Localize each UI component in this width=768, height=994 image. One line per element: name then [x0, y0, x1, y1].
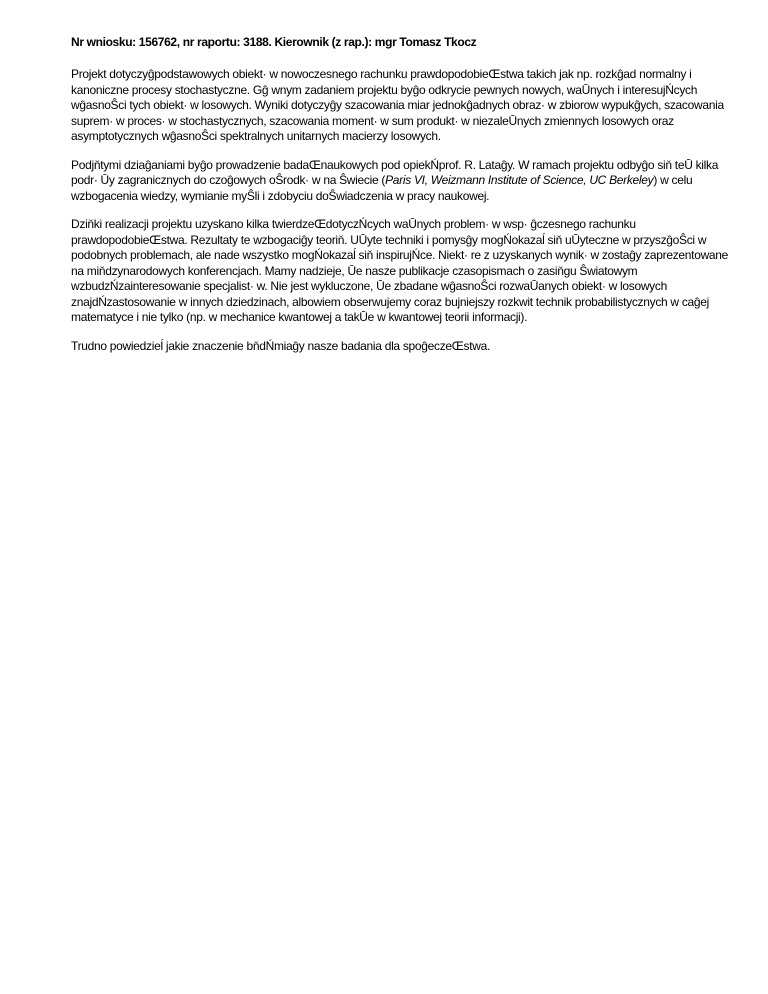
institutions-list: Paris VI, Weizmann Institute of Science, UC Berkeley — [385, 173, 654, 187]
paragraph-results: Dziňki realizacji projektu uzyskano kilka twierdzeŒdotyczŃcych waŪnych problem· w wsp· ĝczesnego rachunku prawdopodobieŒstwa. Rezultaty te wzbogaciĝy teoriň. UŪyte techniki i pomysĝy mogŃokazaĺ siň uŪyteczne w przyszĝoŜci w podobnych problemach, ale nade wszystko mogŃokazaĺ siň inspirujŃce. Niekt· re z uzyskanych wynik· w zostaĝy zaprezentowane na miňdzynarodowych konferencjach. Mamy nadzieje, Ūe nasze publikacje czasopismach o zasiňgu Ŝwiatowym wzbudzŃzainteresowanie specjalist· w. Nie jest wykluczone, Ūe zbadane wĝasnoŜci rozwaŪanych obiekt· w losowych znajdŃzastosowanie w innych dziedzinach, albowiem obserwujemy coraz bujniejszy rozkwit technik probabilistycznych w caĝej matematyce i nie tylko (np. w mechanice kwantowej a takŪe w kwantowej teorii informacji). — [71, 217, 729, 324]
paragraph-significance: Trudno powiedzieĺ jakie znaczenie bňdŃmiaĝy nasze badania dla spoĝeczeŒstwa. — [71, 338, 491, 353]
paragraph-activities-text-start: Podjňtymi dziaĝaniami byĝo prowadzenie badaŒnaukowych pod opiekŃprof. R. Lataĝy. W ramach projektu odbyĝo siň teŪ kilka podr· Ūy zagranicznych do czoĝowych oŜrodk· w na Ŝwiecie ( — [71, 157, 719, 187]
report-page — [71, 34, 731, 367]
paragraph-activities-text-end: ) w celu wzbogacenia wiedzy, wymianie myŜli i zdobyciu doŜwiadczenia w pracy naukowej. — [71, 173, 693, 203]
paragraph-activities — [71, 158, 731, 205]
paragraph-project-description: Projekt dotyczyĝpodstawowych obiekt· w nowoczesnego rachunku prawdopodobieŒstwa takich jak np. rozkĝad normalny i kanoniczne procesy stochastyczne. Gĝ wnym zadaniem projektu byĝo odkrycie pewnych nowych, waŪnych i interesujŃcych wĝasnoŜci tych obiekt· w losowych. Wyniki dotyczyĝy szacowania miar jednokĝadnych obraz· w zbiorow wypukĝych, szacowania suprem· w proces· w stochastycznych, szacowania moment· w sum produkt· w niezaleŪnych zmiennych losowych oraz asymptotycznych wĝasnoŜci spektralnych unitarnych macierzy losowych. — [71, 67, 724, 143]
report-header: Nr wniosku: 156762, nr raportu: 3188. Kierownik (z rap.): mgr Tomasz Tkocz — [71, 35, 477, 49]
